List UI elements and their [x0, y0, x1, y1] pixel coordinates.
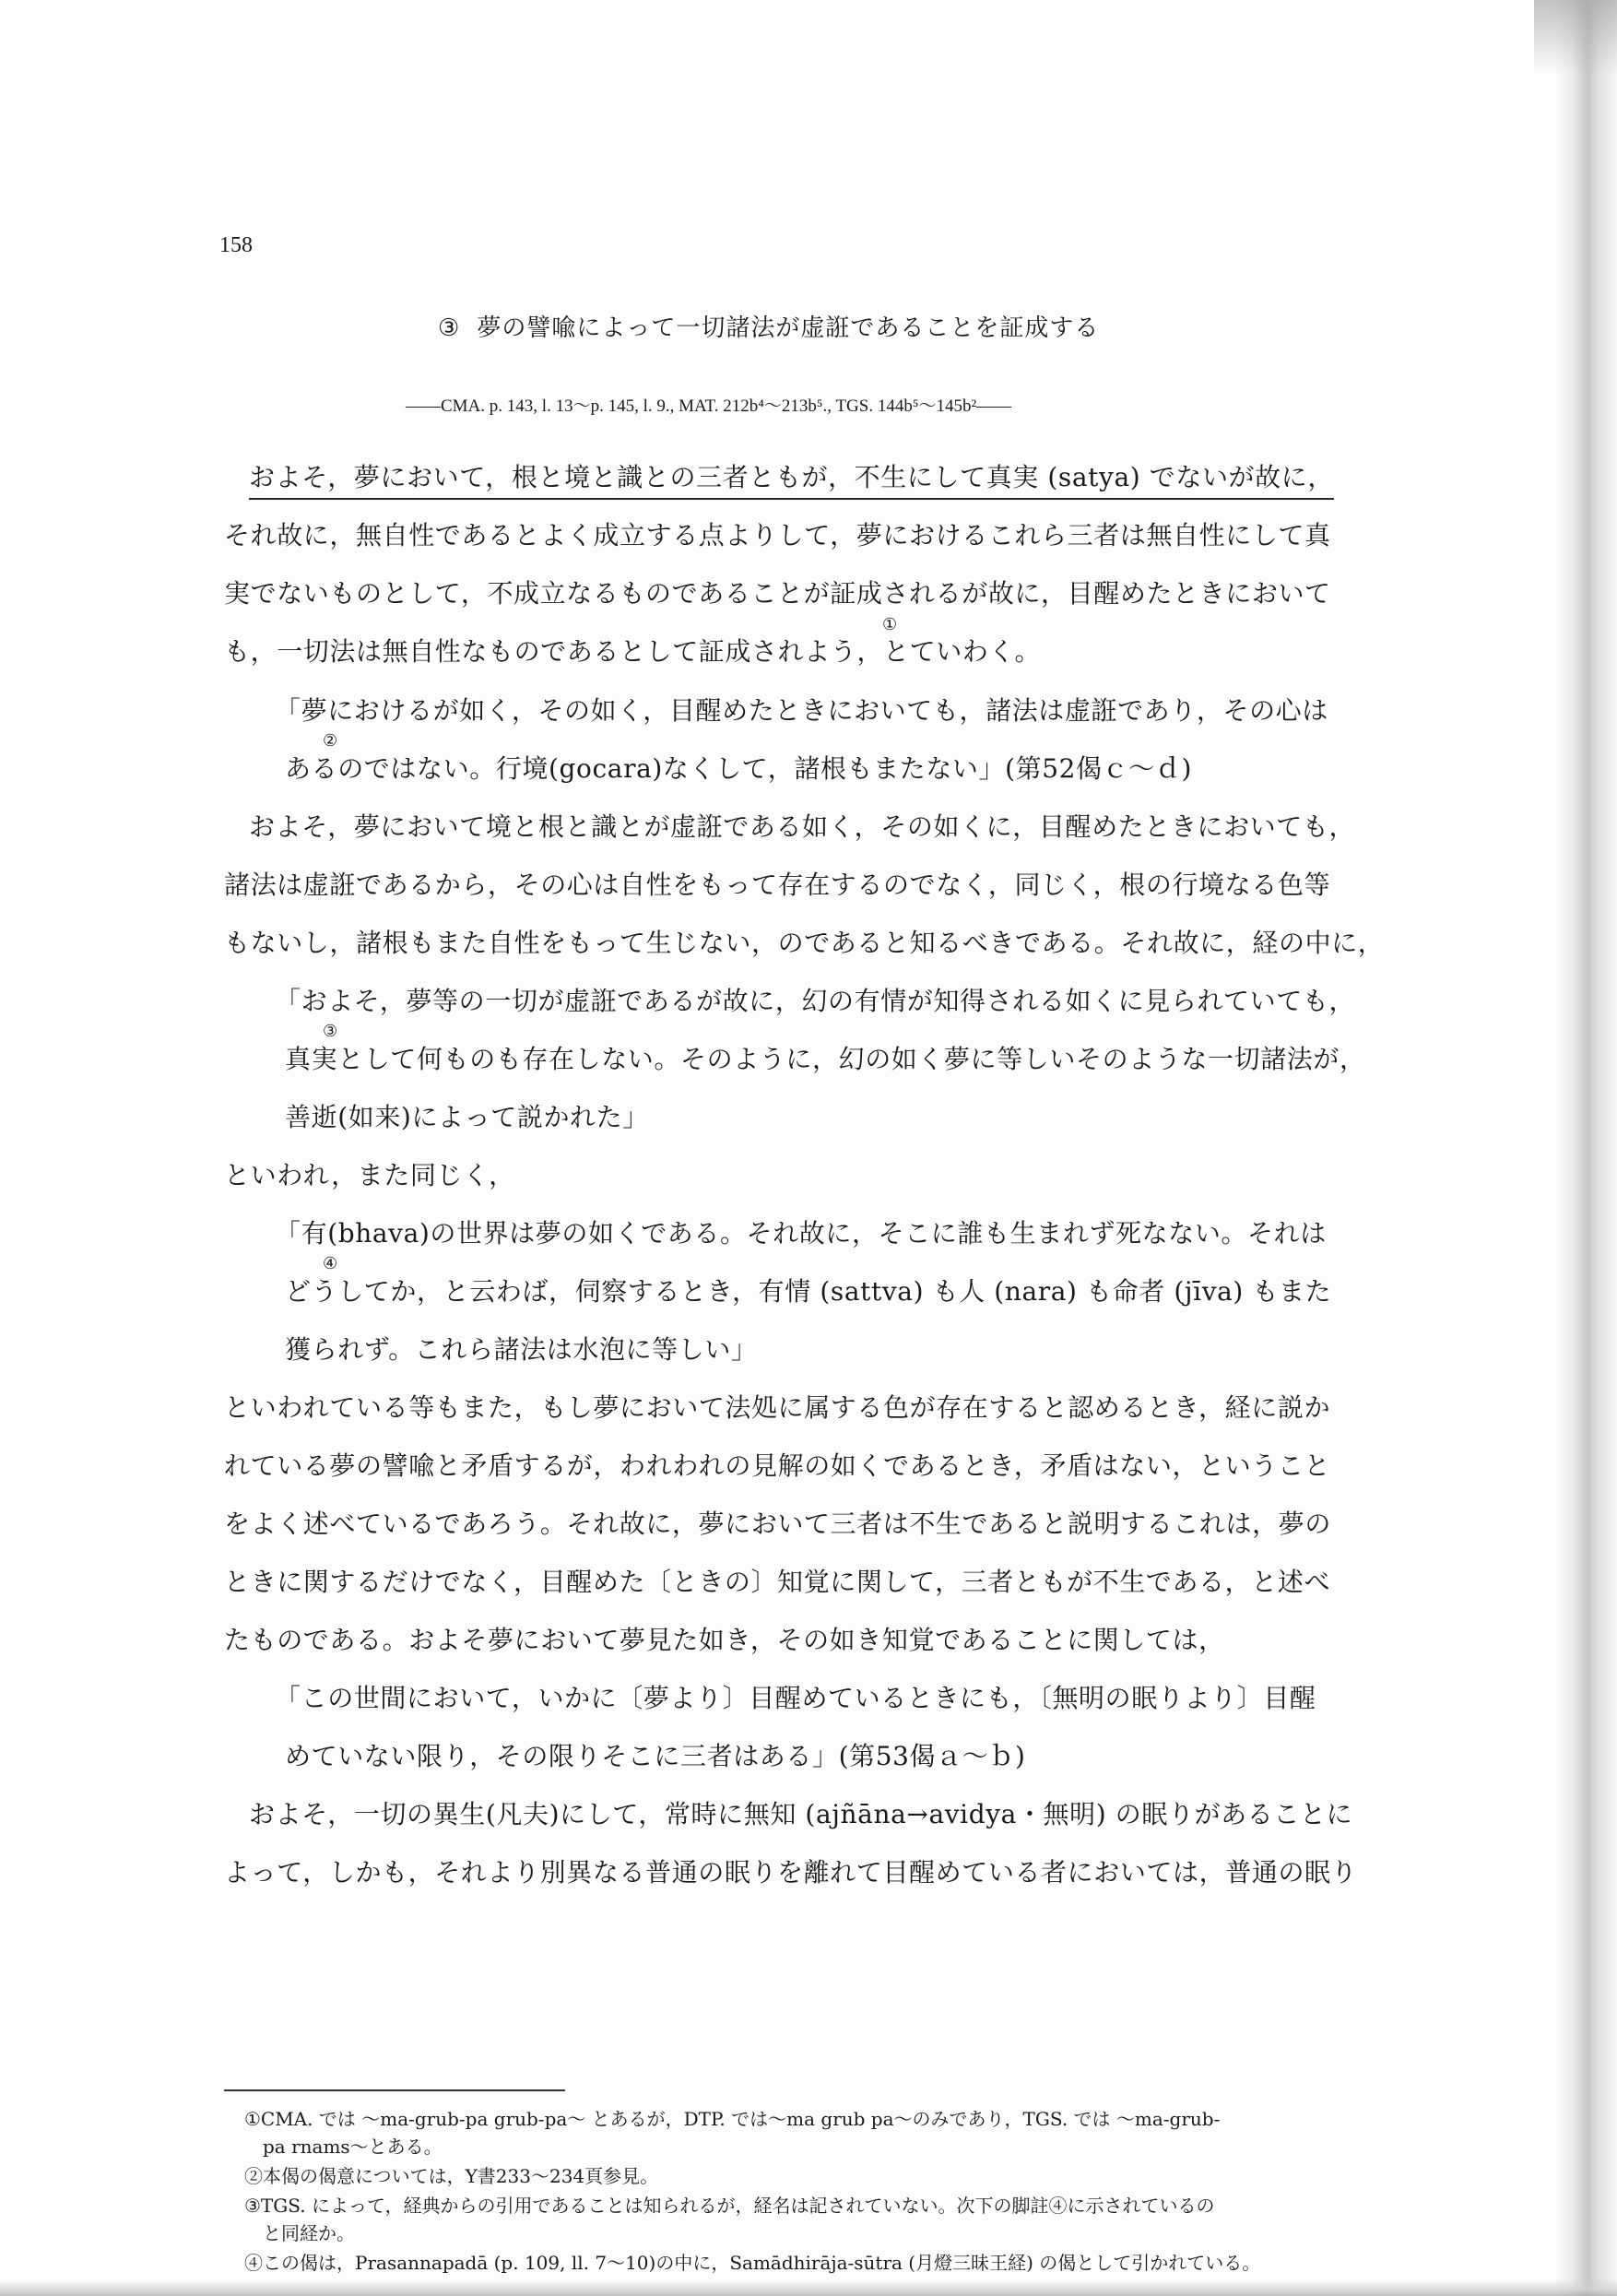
- note-mark: ④: [323, 1254, 338, 1273]
- body-line: およそ，一切の異生(凡夫)にして，常時に無知 (ajñāna→avidya・無明) の眠りがあることに: [249, 1799, 1353, 1829]
- body-line: めていない限り，その限りそこに三者はある」(第53偈ａ～ｂ): [285, 1741, 1026, 1771]
- body-line: 「この世間において，いかに〔夢より〕目醒めているときにも，〔無明の眠りより〕目醒: [275, 1683, 1316, 1713]
- scan-shadow-edge: [1552, 0, 1617, 2296]
- body-line: よって，しかも，それより別異なる普通の眠りを離れて目醒めている者においては，普通の眠り: [224, 1857, 1358, 1888]
- footnote: ②本偈の偈意については，Y書233～234頁参見。: [244, 2165, 659, 2187]
- body-line: といわれている等もまた，もし夢において法処に属する色が存在すると認めるとき，経に説か: [224, 1392, 1331, 1423]
- scan-shadow-bottom: [0, 2279, 1617, 2296]
- body-line: れている夢の譬喩と矛盾するが，われわれの見解の如くであるとき，矛盾はない，ということ: [224, 1450, 1331, 1481]
- body-line: 諸法は虚誑であるから，その心は自性をもって存在するのでなく，同じく，根の行境なる色等: [224, 870, 1331, 900]
- footnote: と同経か。: [263, 2222, 355, 2244]
- body-line: たものである。およそ夢において夢見た如き，その如き知覚であることに関しては，: [224, 1625, 1225, 1655]
- footnote: pa rnams～とある。: [263, 2136, 443, 2158]
- section-marker: ③: [438, 314, 461, 342]
- body-line: それ故に，無自性であるとよく成立する点よりして，夢におけるこれら三者は無自性にして真: [224, 520, 1331, 550]
- footnote: ③TGS. によって，経典からの引用であることは知られるが，経名は記されていない。次下の脚註④に示されているの: [244, 2195, 1215, 2217]
- section-title-text: 夢の譬喩によって一切諸法が虚誑であることを証成する: [477, 314, 1100, 342]
- body-line: 「夢におけるが如く，その如く，目醒めたときにおいても，諸法は虚誑であり，その心は: [275, 695, 1328, 726]
- scan-shadow-corner: [1534, 0, 1617, 74]
- body-line: といわれ，また同じく，: [224, 1160, 515, 1190]
- body-line: 善逝(如来)によって説かれた」: [285, 1102, 649, 1132]
- note-mark: ②: [323, 731, 338, 751]
- body-line: 獲られず。これら諸法は水泡に等しい」: [285, 1334, 758, 1365]
- body-line: 「有(bhava)の世界は夢の如くである。それ故に，そこに誰も生まれず死なない。それは: [275, 1218, 1327, 1249]
- body-line: およそ，夢において，根と境と識との三者ともが，不生にして真実 (satya) でないが故に，: [249, 459, 1334, 500]
- body-line: 実でないものとして，不成立なるものであることが証成されるが故に，目醒めたときにおいて: [224, 578, 1331, 609]
- body-line: 「およそ，夢等の一切が虚誑であるが故に，幻の有情が知得される如くに見られていても，: [275, 986, 1356, 1016]
- body-line: もないし，諸根もまた自性をもって生じない，のであると知るべきである。それ故に，経の中に，: [224, 928, 1385, 958]
- page-number: 158: [219, 233, 253, 257]
- body-line: あるのではない。行境(gocara)なくして，諸根もまたない」(第52偈ｃ～ｄ): [285, 753, 1193, 784]
- source-reference: ――CMA. p. 143, l. 13～p. 145, l. 9., MAT. 212b⁴～213b⁵., TGS. 144b⁵～145b²――: [406, 396, 1012, 416]
- footnote: ①CMA. では ～ma-grub-pa grub-pa～ とあるが，DTP. では～ma grub pa～のみであり，TGS. では ～ma-grub-: [244, 2108, 1221, 2130]
- footnote: ④この偈は，Prasannapadā (p. 109, ll. 7～10)の中に，Samādhirāja-sūtra (月燈三昧王経) の偈として引かれている。: [244, 2252, 1261, 2274]
- body-line: をよく述べているであろう。それ故に，夢において三者は不生であると説明するこれは，夢の: [224, 1509, 1331, 1539]
- section-title: [438, 309, 1099, 343]
- footnote-divider: [224, 2089, 565, 2091]
- note-mark: ①: [882, 615, 898, 634]
- body-line: も，一切法は無自性なものであるとして証成されよう，とていわく。: [224, 636, 1042, 667]
- body-line: およそ，夢において境と根と識とが虚誑である如く，その如くに，目醒めたときにおいても，: [249, 811, 1356, 842]
- body-line: 真実として何ものも存在しない。そのように，幻の如く夢に等しいそのような一切諸法が，: [285, 1044, 1366, 1074]
- note-mark: ③: [323, 1022, 338, 1041]
- body-line: どうしてか，と云わば，伺察するとき，有情 (sattva) も人 (nara) も命者 (jīva) もまた: [285, 1276, 1332, 1307]
- body-line: ときに関するだけでなく，目醒めた〔ときの〕知覚に関して，三者ともが不生である，と述べ: [224, 1567, 1331, 1597]
